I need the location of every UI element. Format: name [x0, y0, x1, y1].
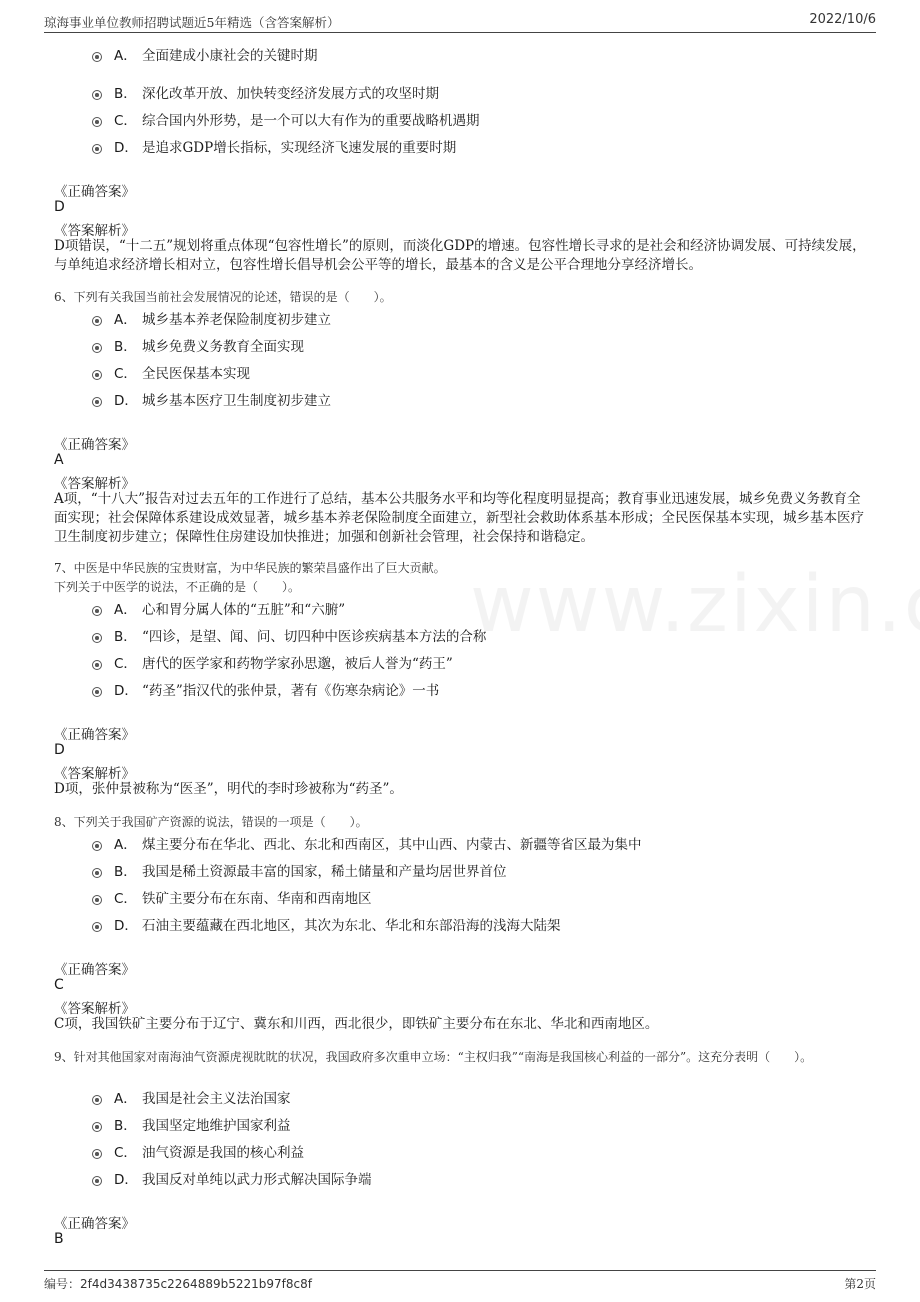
option-letter: B．	[114, 86, 137, 102]
option-text: 铁矿主要分布在东南、华南和西南地区	[142, 891, 372, 907]
page-number: 第2页	[844, 1277, 876, 1291]
page-footer	[44, 1270, 876, 1295]
option-letter: A．	[114, 602, 137, 618]
option-letter: B．	[114, 629, 137, 645]
explanation-text: C项，我国铁矿主要分布于辽宁、冀东和川西，西北很少，即铁矿主要分布在东北、华北和西南地区。	[54, 1016, 659, 1032]
explanation-text: D项错误，“十二五”规划将重点体现“包容性增长”的原则，而淡化GDP的增速。包容性增长寻求的是社会和经济协调发展、可持续发展，与单纯追求经济增长相对立，包容性增长倡导机会公平等的增长，最基本的含义是公平合理地分享经济增长。	[54, 238, 866, 273]
radio-icon[interactable]	[92, 606, 102, 616]
question-7-line2: 下列关于中医学的说法，不正确的是（ ）。	[54, 580, 301, 594]
option-letter: D．	[114, 1172, 138, 1188]
answer-label: 《正确答案》	[54, 962, 135, 978]
answer-value: B	[54, 1231, 64, 1247]
option-text: 全民医保基本实现	[142, 366, 250, 382]
option-letter: C．	[114, 366, 137, 382]
question-7-line1: 7、中医是中华民族的宝贵财富，为中华民族的繁荣昌盛作出了巨大贡献。	[54, 561, 446, 575]
radio-icon[interactable]	[92, 117, 102, 127]
option-text: 我国是社会主义法治国家	[142, 1091, 291, 1107]
answer-label: 《正确答案》	[54, 184, 135, 200]
option-letter: A．	[114, 48, 137, 64]
option-text: 我国反对单纯以武力形式解决国际争端	[142, 1172, 372, 1188]
radio-icon[interactable]	[92, 343, 102, 353]
radio-icon[interactable]	[92, 1149, 102, 1159]
document-title: 琼海事业单位教师招聘试题近5年精选（含答案解析）	[44, 15, 340, 30]
radio-icon[interactable]	[92, 1122, 102, 1132]
answer-label: 《正确答案》	[54, 727, 135, 743]
option-text: 城乡基本养老保险制度初步建立	[142, 312, 331, 328]
answer-value: C	[54, 977, 64, 993]
radio-icon[interactable]	[92, 841, 102, 851]
answer-value: D	[54, 742, 65, 758]
document-id: 编号：2f4d3438735c2264889b5221b97f8c8f	[44, 1277, 312, 1291]
option-text: 城乡基本医疗卫生制度初步建立	[142, 393, 331, 409]
explanation-label: 《答案解析》	[54, 766, 135, 782]
option-text: 城乡免费义务教育全面实现	[142, 339, 304, 355]
radio-icon[interactable]	[92, 895, 102, 905]
option-text: 石油主要蕴藏在西北地区，其次为东北、华北和东部沿海的浅海大陆架	[142, 918, 561, 934]
option-letter: C．	[114, 1145, 137, 1161]
option-text: 唐代的医学家和药物学家孙思邈，被后人誉为“药王”	[142, 656, 453, 672]
option-letter: C．	[114, 113, 137, 129]
document-date: 2022/10/6	[809, 12, 876, 27]
option-letter: C．	[114, 891, 137, 907]
radio-icon[interactable]	[92, 397, 102, 407]
radio-icon[interactable]	[92, 370, 102, 380]
option-text: 我国坚定地维护国家利益	[142, 1118, 291, 1134]
radio-icon[interactable]	[92, 922, 102, 932]
answer-label: 《正确答案》	[54, 1216, 135, 1232]
radio-icon[interactable]	[92, 52, 102, 62]
option-letter: A．	[114, 837, 137, 853]
option-text: 我国是稀土资源最丰富的国家，稀土储量和产量均居世界首位	[142, 864, 507, 880]
radio-icon[interactable]	[92, 633, 102, 643]
option-text: “四诊，是望、闻、问、切四种中医诊疾病基本方法的合称	[142, 629, 487, 645]
radio-icon[interactable]	[92, 1095, 102, 1105]
option-letter: B．	[114, 1118, 137, 1134]
question-9: 9、针对其他国家对南海油气资源虎视眈眈的状况，我国政府多次重申立场：“主权归我”“南海是我国核心利益的一部分”。这充分表明（ ）。	[54, 1050, 813, 1064]
option-letter: D．	[114, 683, 138, 699]
option-letter: C．	[114, 656, 137, 672]
explanation-label: 《答案解析》	[54, 223, 135, 239]
option-text: “药圣”指汉代的张仲景，著有《伤寒杂病论》一书	[142, 683, 440, 699]
radio-icon[interactable]	[92, 660, 102, 670]
option-text: 深化改革开放、加快转变经济发展方式的攻坚时期	[142, 86, 439, 102]
radio-icon[interactable]	[92, 868, 102, 878]
option-text: 全面建成小康社会的关键时期	[142, 48, 318, 64]
option-text: 油气资源是我国的核心利益	[142, 1145, 304, 1161]
explanation-text: A项，“十八大”报告对过去五年的工作进行了总结，基本公共服务水平和均等化程度明显提高；教育事业迅速发展，城乡免费义务教育全面实现；社会保障体系建设成效显著，城乡基本养老保险制度全面建立，新型社会救助体系基本形成；全民医保基本实现，城乡基本医疗卫生制度初步建立；保障性住房建设加快推进；加强和创新社会管理，社会保持和谐稳定。	[54, 491, 864, 545]
answer-value: D	[54, 199, 65, 215]
option-text: 心和胃分属人体的“五脏”和“六腑”	[142, 602, 346, 618]
explanation-text: D项，张仲景被称为“医圣”，明代的李时珍被称为“药圣”。	[54, 781, 403, 797]
option-text: 煤主要分布在华北、西北、东北和西南区，其中山西、内蒙古、新疆等省区最为集中	[142, 837, 642, 853]
option-letter: D．	[114, 918, 138, 934]
radio-icon[interactable]	[92, 687, 102, 697]
question-8: 8、下列关于我国矿产资源的说法，错误的一项是（ ）。	[54, 815, 368, 829]
option-letter: D．	[114, 140, 138, 156]
option-letter: B．	[114, 864, 137, 880]
answer-value: A	[54, 452, 64, 468]
option-letter: B．	[114, 339, 137, 355]
option-letter: D．	[114, 393, 138, 409]
option-letter: A．	[114, 1091, 137, 1107]
option-letter: A．	[114, 312, 137, 328]
option-text: 是追求GDP增长指标，实现经济飞速发展的重要时期	[142, 140, 457, 156]
answer-label: 《正确答案》	[54, 437, 135, 453]
explanation-label: 《答案解析》	[54, 476, 135, 492]
option-text: 综合国内外形势，是一个可以大有作为的重要战略机遇期	[142, 113, 480, 129]
question-6: 6、下列有关我国当前社会发展情况的论述，错误的是（ ）。	[54, 290, 392, 304]
radio-icon[interactable]	[92, 1176, 102, 1186]
radio-icon[interactable]	[92, 144, 102, 154]
radio-icon[interactable]	[92, 90, 102, 100]
radio-icon[interactable]	[92, 316, 102, 326]
explanation-label: 《答案解析》	[54, 1001, 135, 1017]
